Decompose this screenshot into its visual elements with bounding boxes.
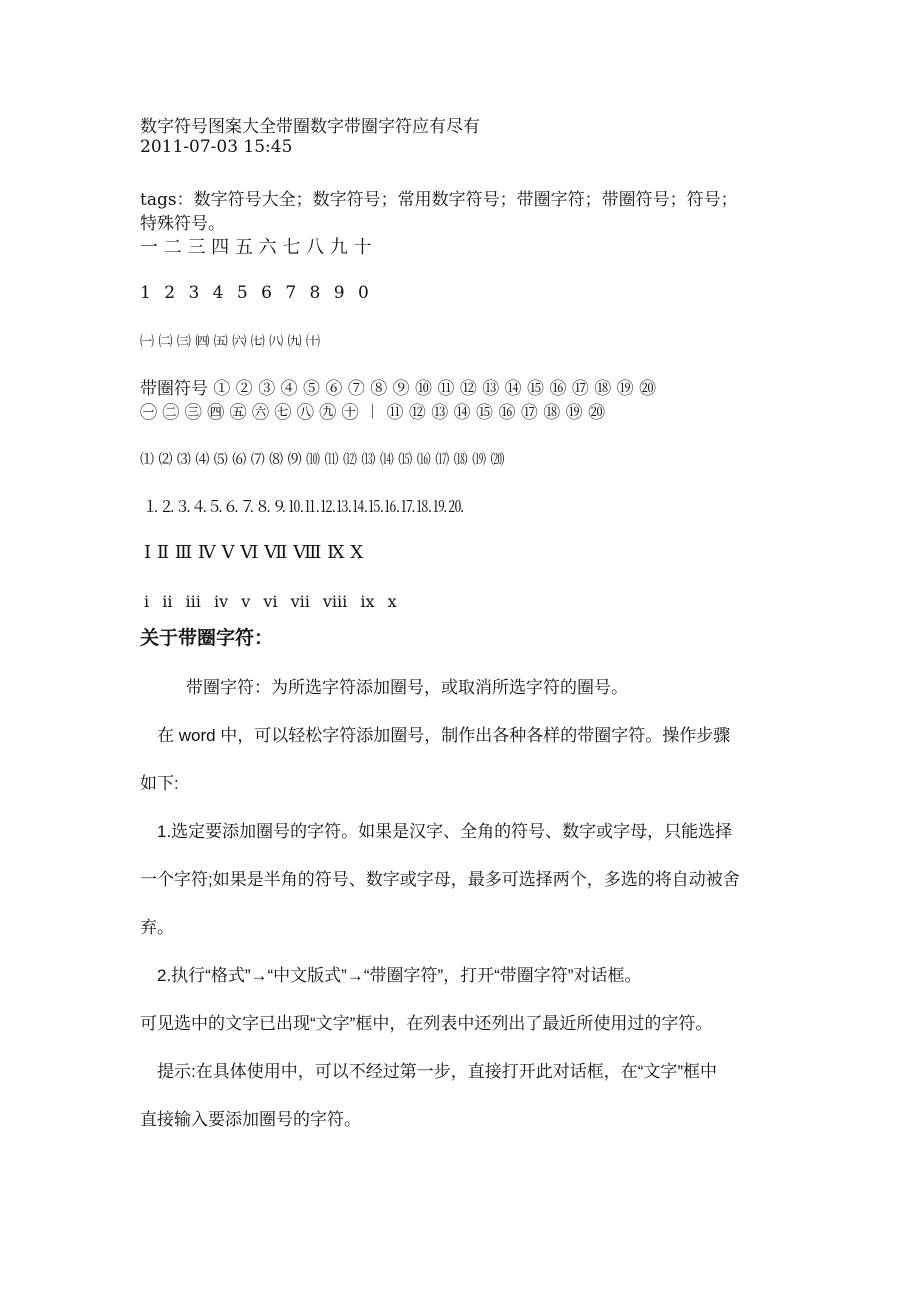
- digits-line: 1 2 3 4 5 6 7 8 9 0: [140, 283, 373, 303]
- section-heading: 关于带圈字符：: [140, 628, 274, 649]
- roman-upper-line: Ⅰ Ⅱ Ⅲ Ⅳ Ⅴ Ⅵ Ⅶ Ⅷ Ⅸ Ⅹ: [144, 542, 364, 563]
- tags-line-2: 特殊符号。: [140, 214, 225, 234]
- paragraph-word-line-2: 如下:: [140, 774, 179, 793]
- dotted-digits-line: ⒈⒉⒊⒋⒌⒍⒎⒏⒐⒑⒒⒓⒔⒕⒖⒗⒘⒙⒚⒛: [144, 497, 465, 516]
- tags-line-1: tags：数字符号大全；数字符号；常用数字符号；带圈字符；带圈符号；符号；: [140, 190, 738, 210]
- paragraph-word-line-1: 在 word 中，可以轻松字符添加圈号，制作出各种各样的带圈字符。操作步骤: [157, 726, 731, 745]
- roman-lower-line: ⅰ ⅱ ⅲ ⅳ ⅴ ⅵ ⅶ ⅷ ⅸ ⅹ: [144, 592, 401, 611]
- step2-line-2: 可见选中的文字已出现“文字”框中，在列表中还列出了最近所使用过的字符。: [140, 1014, 713, 1033]
- step1-line-1: 1.选定要添加圈号的字符。如果是汉字、全角的符号、数字或字母，只能选择: [157, 822, 733, 841]
- circled-symbols-line-2: ㊀ ㊁ ㊂ ㊃ ㊄ ㊅ ㊆ ㊇ ㊈ ㊉ ︱ ⑪ ⑫ ⑬ ⑭ ⑮ ⑯ ⑰ ⑱ ⑲ ⑳: [140, 403, 606, 423]
- doc-title: 数字符号图案大全带圈数字带圈字符应有尽有: [140, 117, 480, 137]
- circled-symbols-line-1: 带圈符号 ① ② ③ ④ ⑤ ⑥ ⑦ ⑧ ⑨ ⑩ ⑪ ⑫ ⑬ ⑭ ⑮ ⑯ ⑰ ⑱ ⑲ ⑳: [140, 379, 657, 399]
- paragraph-definition: 带圈字符：为所选字符添加圈号，或取消所选字符的圈号。: [186, 678, 628, 697]
- step2-line-1: 2.执行“格式”→“中文版式”→“带圈字符”，打开“带圈字符”对话框。: [157, 966, 642, 985]
- tip-line-2: 直接输入要添加圈号的字符。: [140, 1110, 361, 1129]
- parenthesized-digits-line: ⑴ ⑵ ⑶ ⑷ ⑸ ⑹ ⑺ ⑻ ⑼ ⑽ ⑾ ⑿ ⒀ ⒁ ⒂ ⒃ ⒄ ⒅ ⒆ ⒇: [140, 452, 505, 468]
- doc-datetime: 2011-07-03 15:45: [140, 137, 293, 157]
- step1-line-3: 弃。: [140, 918, 174, 937]
- cn-numerals-line: 一 二 三 四 五 六 七 八 九 十: [140, 237, 372, 258]
- tip-line-1: 提示:在具体使用中，可以不经过第一步，直接打开此对话框，在“文字”框中: [157, 1062, 718, 1081]
- step1-line-2: 一个字符;如果是半角的符号、数字或字母，最多可选择两个，多选的将自动被舍: [140, 870, 740, 889]
- parenthesized-cn-numerals-line: ㈠ ㈡ ㈢ ㈣ ㈤ ㈥ ㈦ ㈧ ㈨ ㈩: [140, 334, 321, 350]
